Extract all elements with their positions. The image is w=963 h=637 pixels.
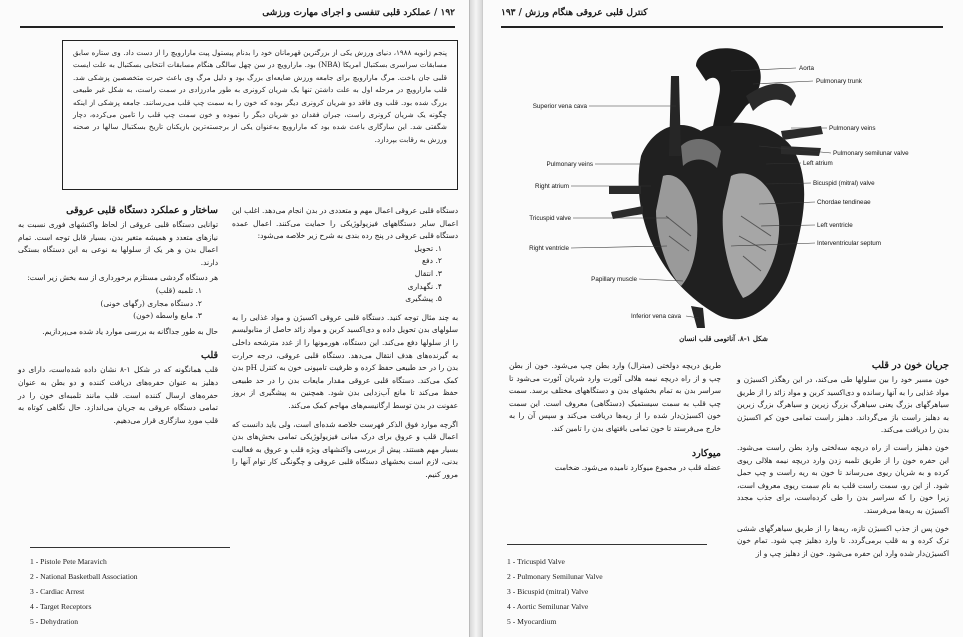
footnote: 1 - Pistole Pete Maravich (30, 557, 107, 566)
footnote: 2 - Pulmonary Semilunar Valve (507, 572, 603, 581)
figure-label: Pulmonary semilunar valve (833, 150, 909, 157)
figure-caption: شکل ۱-۸. آناتومی قلب انسان (679, 334, 768, 343)
footnote: 3 - Cardiac Arrest (30, 587, 85, 596)
paragraph: خون پس از جذب اکسیژن تازه، ریه‌ها را از طریق سیاهرگهای ششی ترک کرده و به قلب برمی‌گردد. تا وارد دهلیز چپ شود. تمام خون اکسیژن‌دار شده وارد این حفره می‌شود. خون از دهلیز چپ و از (737, 523, 949, 558)
list-item: ۱. تلمبه (قلب) (155, 285, 202, 295)
right-page-column-right (737, 360, 949, 560)
figure-label: Right atrium (535, 183, 569, 190)
paragraph: طریق دریچه دولختی (میترال) وارد بطن چپ می‌شود. خون از بطن چپ و از راه دریچه نیمه هلالی آئورت وارد شریان آئورت می‌شود تا سراسر بدن به تمام بخشهای بدن و دستگاههای مختلف برسد. سمت چپ قلب به سمت سیستمیک (دستگاهی) معروف است. این سمت خون اکسیژن‌دار شده را از ریه‌ها دریافت می‌کند و سپس آن را به خارج می‌فرستد تا خون تمامی بافتهای بدن را تامین کند. (509, 361, 721, 433)
footnote-rule (30, 547, 230, 548)
footnotes (507, 554, 707, 629)
right-page (482, 0, 963, 637)
header-rule (20, 26, 455, 28)
footnote: 1 - Tricuspid Valve (507, 557, 565, 566)
paragraph: هر دستگاه گردشی مستلزم برخورداری از سه بخش زیر است: (27, 273, 218, 283)
figure-label: Left ventricle (817, 222, 853, 229)
heart-anatomy-figure (491, 36, 954, 331)
figure-label: Tricuspid valve (529, 215, 571, 222)
left-page-column-right (232, 205, 458, 481)
figure-label: Left atrium (803, 160, 833, 167)
section-heading: میوکارد (691, 447, 721, 459)
paragraph: اگرچه موارد فوق الذکر فهرست خلاصه شده‌ای است، ولی باید دانست که اعمال قلب و عروق برای درک مبانی فیزیولوژیکی تمامی بخش‌های بدن بسیار مهم هستند. پیش از بررسی واکنشهای ویژه قلب و عروق به فعالیت بدنی، لازم است بخشهای دستگاه قلبی عروقی و چگونگی کار توام آنها را مرور کنیم. (232, 419, 458, 479)
left-page-column-left (18, 205, 218, 427)
paragraph: خون مسیر خود را بین سلولها طی می‌کند، در این رهگذر اکسیژن و مواد غذایی را به آنها رسانده و دی‌اکسید کربن و مواد زائد را از طریق سیاهرگهای بزرگ یعنی سیاهرگ بزرگ زیرین و سیاهرگ بزرگ زبرین به دهلیز راست باز می‌گرداند. دهلیز راست تمامی خون کم اکسیژن بدن را دریافت می‌کند. (737, 375, 949, 435)
figure-label: Aorta (799, 65, 815, 72)
figure-label: Papillary muscle (591, 276, 637, 283)
figure-label: Pulmonary trunk (816, 78, 862, 85)
figure-label: Chordae tendineae (817, 199, 871, 206)
section-heading: ساختار و عملکرد دستگاه قلبی عروقی (66, 205, 218, 216)
right-page-column-left (509, 360, 721, 474)
footnote: 5 - Myocardium (507, 617, 557, 626)
left-page-header: ۱۹۲ / عملکرد قلبی تنفسی و اجرای مهارت ورزشی (262, 8, 455, 18)
list-item: ۳. انتقال (414, 268, 442, 278)
components-list (18, 285, 218, 323)
footnote: 2 - National Basketball Association (30, 572, 138, 581)
figure-label: Bicuspid (mitral) valve (813, 180, 875, 187)
figure-label: Inferior vena cava (631, 313, 682, 320)
figure-label: Interventricular septum (817, 240, 882, 247)
section-heading: قلب (200, 350, 218, 362)
book-gutter (470, 0, 482, 637)
paragraph: توانایی دستگاه قلبی عروقی از لحاظ واکنشهای فوری نسبت به نیازهای متعدد و همیشه متغیر بدن، بسیار قابل توجه است. تمام اعمال بدن و هر یک از سلولها به نوعی به این دستگاه بستگی دارند. (18, 220, 218, 267)
footnote: 4 - Target Receptors (30, 602, 92, 611)
figure-label: Pulmonary veins (829, 125, 876, 132)
footnotes (30, 554, 230, 629)
functions-list (232, 243, 458, 306)
paragraph: قلب همانگونه که در شکل ۱-۸ نشان داده شده‌است، دارای دو دهلیز به عنوان حفره‌های دریافت کننده و دو بطن به عنوان حفره‌های ارسال کننده است. قلب مانند تلمبه‌ای خون را در تمامی دستگاه عروقی به جریان می‌اندازد. حال نگاهی کوتاه به قلب مورد سازگاری قرار می‌دهیم. (18, 365, 218, 425)
list-item: ۲. دستگاه مجاری (رگهای خونی) (100, 298, 202, 308)
footnote: 4 - Aortic Semilunar Valve (507, 602, 589, 611)
right-page-header: کنترل قلبی عروقی هنگام ورزش / ۱۹۳ (501, 8, 648, 18)
footnote: 3 - Bicuspid (mitral) Valve (507, 587, 589, 596)
paragraph: عضله قلب در مجموع میوکارد نامیده می‌شود. ضخامت (554, 462, 721, 472)
list-item: ۱. تحویل (414, 243, 442, 253)
list-item: ۲. دفع (422, 256, 442, 266)
figure-label: Pulmonary veins (546, 161, 593, 168)
paragraph: دستگاه قلبی عروقی اعمال مهم و متعددی در بدن انجام می‌دهد. اغلب این اعمال سایر دستگاههای فیزیولوژیکی را حمایت می‌کنند. اعمال عمده دستگاه قلبی عروقی در پنج رده بندی به شرح زیر خلاصه می‌شود: (232, 206, 458, 241)
footnote: 5 - Dehydration (30, 617, 79, 626)
heart-drawing (609, 48, 823, 328)
header-rule (501, 26, 943, 28)
figure-label: Superior vena cava (532, 103, 587, 110)
section-heading: جریان خون در قلب (871, 360, 949, 371)
story-text: پنجم ژانویه ۱۹۸۸، دنیای ورزش یکی از بزرگترین قهرمانان خود را بدنام پیستول پیت مارارویچ را از دست داد. وی ستاره سابق مسابقات سراسری بسکتبال امریکا (NBA) بود. مارارویچ در سن چهل سالگی هنگام مسابقات انتخابی بسکتبال به علت ایست قلبی جان باخت. مرگ مارارویچ برای جامعه ورزش ضایعه‌ای بزرگ بود و دلیل مرگ وی باعث حیرت متخصصین پزشکی شد. قلب مارارویچ در مرحله اول به علت داشتن تنها یک شریان کرونری به طور مادرزادی در سمت راست، به شکل غیر طبیعی بزرگ شده بود. قلب وی فاقد دو شریان کرونری دیگر بوده که خون را به سمت چپ قلب می‌رسانند. جامعه پزشکی از اینکه چگونه یک شریان کرونری راست، جبران فقدان دو شریان دیگر را نموده و خون سمت چپ قلب را تامین می‌کرده، دچار شگفتی شد. این سازگاری باعث شده بود که مارارویچ به‌عنوان یکی از برجسته‌ترین بازیکنان تاریخ بسکتبال سالها در صحنه ورزش به رقابت بپردازد. (73, 48, 448, 144)
paragraph: به چند مثال توجه کنید. دستگاه قلبی عروقی اکسیژن و مواد غذایی را به سلولهای بدن تحویل داده و دی‌اکسید کربن و مواد زائد حاصل از متابولیسم را از سلولها دفع می‌کند. این دستگاه، هورمونها را از غدد مترشحه داخلی به گیرنده‌های هدف انتقال می‌دهد. دستگاه قلبی عروقی، درجه حرارت بدن را در حد طبیعی حفظ کرده و ظرفیت تامپونی خون به کنترل pH بدن کمک می‌کند. دستگاه قلبی عروقی مقدار مایعات بدن را در حد طبیعی حفظ می‌کند تا مانع آب‌زدایی بدن شود. همچنین به پیشگیری از بروز عفونت در بدن توسط ارگانیسم‌های مهاجم کمک می‌کند. (232, 312, 458, 410)
paragraph: خون دهلیز راست از راه دریچه سه‌لختی وارد بطن راست می‌شود. این حفره خون را از طریق تلمبه زدن وارد دریچه نیمه هلالی ریوی کرده و به شریان ریوی می‌رساند تا خون به ریه راست و چپ حمل شود. از این رو، سمت راست قلب به نام سمت ریوی معروف است، زیرا خون را که سراسر بدن را طی کرده‌است، برای جذب مجدد اکسیژن به ریه‌ها می‌فرستد. (737, 442, 949, 515)
left-page (0, 0, 470, 637)
list-item: ۴. نگهداری (407, 281, 442, 291)
list-item: ۵. پیشگیری (405, 294, 442, 304)
paragraph: حال به طور جداگانه به بررسی موارد یاد شده می‌پردازیم. (42, 326, 218, 336)
footnote-rule (507, 544, 707, 545)
heart-illustration (491, 36, 954, 331)
list-item: ۳. مایع واسطه (خون) (133, 311, 202, 321)
figure-label: Right ventricle (529, 245, 569, 252)
story-box (62, 40, 458, 190)
